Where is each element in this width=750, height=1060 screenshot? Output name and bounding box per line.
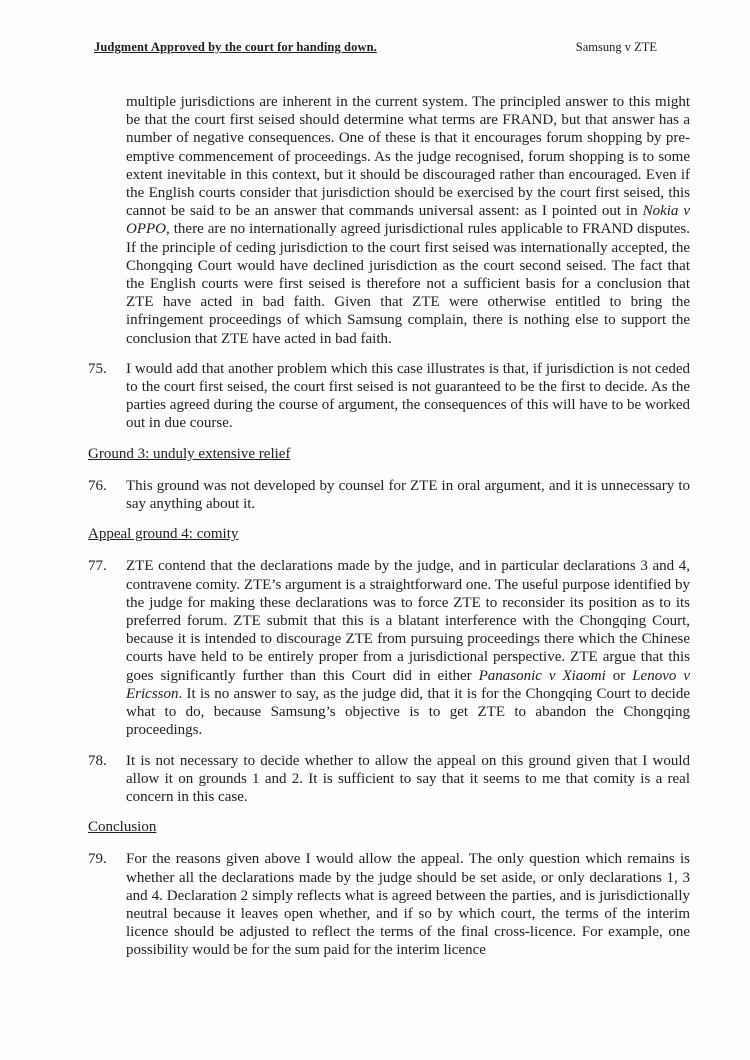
text-run: multiple jurisdictions are inherent in the current system. The principled answer to this might be that the court first seised should determine what terms are FRAND, but that answer has a number of negative consequences. One of these is that it encourages forum shopping by pre-emptive commencement of proceedings. As the judge recognised, forum shopping is to some extent inevitable in this context, but it should be discouraged rather than encouraged. Even if the English courts consider that jurisdiction should be exercised by the court first seised, this cannot be said to be an answer that commands universal assent: as I pointed out in — [126, 94, 690, 220]
numbered-paragraph — [88, 477, 690, 513]
paragraph-number: 77. — [88, 558, 107, 575]
header-approval-note: Judgment Approved by the court for handing down. — [94, 40, 377, 54]
paragraph-text — [126, 477, 690, 513]
paragraph-number: 76. — [88, 477, 107, 494]
text-run: or — [605, 667, 633, 684]
numbered-paragraph — [88, 360, 690, 433]
text-run: Conclusion — [88, 819, 157, 836]
case-citation: Lenovo v Ericsson — [126, 667, 690, 702]
numbered-paragraph — [88, 850, 690, 959]
numbered-paragraph — [88, 752, 690, 807]
text-run: Appeal ground 4: comity — [88, 526, 239, 543]
text-run: Ground 3: unduly extensive relief — [88, 445, 291, 462]
paragraph-text — [126, 360, 690, 433]
paragraph-text — [126, 850, 690, 959]
paragraph-number: 79. — [88, 851, 107, 868]
page-header — [88, 40, 690, 55]
section-heading-text — [88, 446, 290, 462]
section-heading — [88, 445, 690, 463]
case-citation: Panasonic v Xiaomi — [478, 667, 606, 684]
numbered-paragraph — [88, 557, 690, 739]
section-heading-text — [88, 819, 156, 835]
continuation-paragraph-text — [126, 93, 690, 348]
section-heading — [88, 818, 690, 836]
paragraph-text — [126, 557, 690, 739]
text-run: . It is no answer to say, as the judge did, that it is for the Chongqing Court to decide what to do, because Samsung’s objective is to get ZTE to abandon the Chongqing proceedings. — [126, 685, 690, 739]
text-run: This ground was not developed by counsel for ZTE in oral argument, and it is unnecessary to say anything about it. — [126, 477, 690, 513]
section-heading — [88, 525, 690, 543]
text-run: I would add that another problem which this case illustrates is that, if jurisdiction is not ceded to the court first seised, the court first seised is not guaranteed to be the first to decide. As the parties agreed during the course of argument, the consequences of this will have to be worked out in due course. — [126, 360, 690, 432]
text-run: For the reasons given above I would allow the appeal. The only question which remains is whether all the declarations made by the judge should be set aside, or only declarations 1, 3 and 4. Declaration 2 simply reflects what is agreed between the parties, and is jurisdictionally neutral because it leaves open whether, and if so by which court, the terms of the interim licence should be adjusted to reflect the terms of the final cross-licence. For example, one possibility would be for the sum paid for the interim licence — [126, 851, 690, 959]
text-run: , there are no internationally agreed jurisdictional rules applicable to FRAND disputes. If the principle of ceding jurisdiction to the court first seised was internationally accepted, the Chongqing Court would have declined jurisdiction as the court second seised. The fact that the English courts were first seised is therefore not a sufficient basis for a conclusion that ZTE have acted in bad faith. Given that ZTE were otherwise entitled to bring the infringement proceedings of which Samsung complain, there is nothing else to support the conclusion that ZTE have acted in bad faith. — [126, 221, 690, 347]
section-heading-text — [88, 526, 238, 542]
paragraph-text — [126, 752, 690, 807]
header-case-name: Samsung v ZTE — [575, 40, 657, 54]
text-run: It is not necessary to decide whether to allow the appeal on this ground given that I would allow it on grounds 1 and 2. It is sufficient to say that it seems to me that comity is a real concern in this case. — [126, 752, 690, 805]
text-run: ZTE contend that the declarations made by the judge, and in particular declarations 3 and 4, contravene comity. ZTE’s argument is a straightforward one. The useful purpose identified by the judge for making these declarations was to force ZTE to reconsider its position as to its preferred forum. ZTE submit that this is a blatant interference with the Chongqing Court, because it is intended to discourage ZTE from pursuing proceedings there which the Chinese courts have held to be entirely proper from a jurisdictional perspective. ZTE argue that this goes significantly further than this Court did in either — [126, 558, 690, 684]
case-citation: Nokia v OPPO — [126, 203, 690, 238]
document-body — [88, 93, 690, 960]
paragraph-number: 75. — [88, 360, 107, 377]
paragraph-number: 78. — [88, 752, 107, 769]
